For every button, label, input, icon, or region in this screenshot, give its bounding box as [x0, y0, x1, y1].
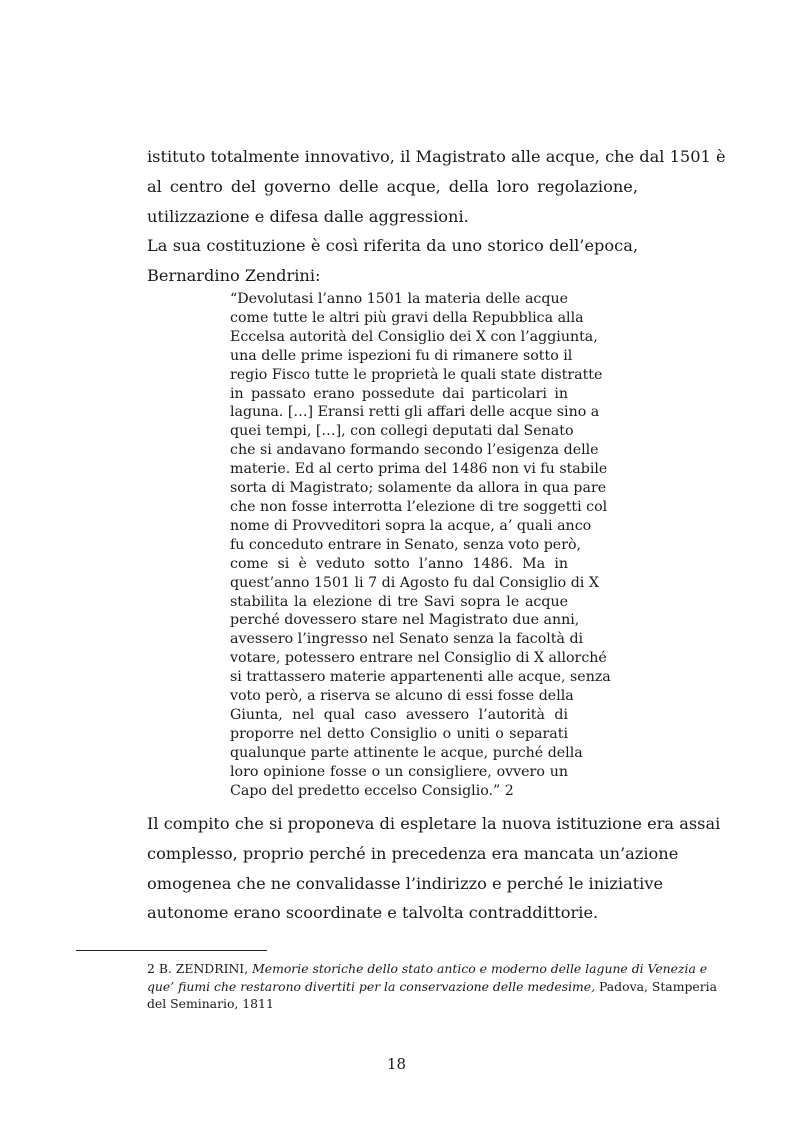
quote-line: stabilita la elezione di tre Savi sopra le acque [230, 593, 568, 610]
body-line: complesso, proprio perché in precedenza era mancata un’azione [147, 844, 679, 863]
footnote-publisher: Padova, Stamperia [595, 978, 717, 994]
quote-line: quei tempi, […], con collegi deputati dal Senato [230, 423, 574, 440]
body-line: al centro del governo delle acque, della loro regolazione, [147, 177, 638, 196]
footnote-separator [76, 950, 267, 951]
quote-line: materie. Ed al certo prima del 1486 non vi fu stabile [230, 461, 608, 478]
quote-line: regio Fisco tutte le proprietà le quali state distratte [230, 366, 603, 383]
quote-line: come tutte le altri più gravi della Repubblica alla [230, 309, 584, 326]
quote-line: come si è veduto sotto l’anno 1486. Ma in [230, 555, 568, 572]
quote-line: “Devolutasi l’anno 1501 la materia delle acque [230, 291, 568, 307]
quote-line: perché dovessero stare nel Magistrato due anni, [230, 612, 580, 629]
quote-line: una delle prime ispezioni fu di rimanere sotto il [230, 347, 573, 364]
quote-line: quest’anno 1501 li 7 di Agosto fu dal Consiglio di X [230, 574, 599, 591]
block-quote [230, 290, 611, 800]
footnote-line [147, 960, 708, 978]
quote-line: in passato erano possedute dai particolari in [230, 385, 568, 402]
footnote-line [147, 978, 717, 996]
quote-line: qualunque parte attinente le acque, purché della [230, 744, 583, 761]
quote-line: votare, potessero entrare nel Consiglio di X allorché [230, 650, 607, 667]
quote-line: avessero l’ingresso nel Senato senza la facoltà di [230, 631, 584, 648]
quote-line-with-footnote-ref: Capo del predetto eccelso Consiglio.” 2 [230, 782, 514, 799]
body-line: Il compito che si proponeva di espletare la nuova istituzione era assai [147, 814, 721, 833]
quote-line: che non fosse interrotta l’elezione di tre soggetti col [230, 498, 608, 515]
quote-line: voto però, a riserva se alcuno di essi fosse della [230, 688, 574, 705]
footnote-title: que’ fiumi che restarono divertiti per la conservazione delle medesime, [147, 978, 596, 994]
footnote-line: del Seminario, 1811 [147, 996, 274, 1011]
body-line: utilizzazione e difesa dalle aggressioni. [147, 207, 469, 226]
body-line: autonome erano scoordinate e talvolta contraddittorie. [147, 903, 599, 922]
footnote-title: Memorie storiche dello stato antico e moderno delle lagune di Venezia e [252, 961, 708, 976]
quote-line: sorta di Magistrato; solamente da allora in qua pare [230, 480, 607, 497]
body-line: istituto totalmente innovativo, il Magistrato alle acque, che dal 1501 è [147, 147, 726, 166]
body-line: omogenea che ne convalidasse l’indirizzo e perché le iniziative [147, 874, 664, 893]
footnote [147, 960, 717, 1013]
quote-line: che si andavano formando secondo l’esigenza delle [230, 442, 599, 459]
quote-line: loro opinione fosse o un consigliere, ovvero un [230, 763, 568, 780]
body-line: Bernardino Zendrini: [147, 266, 321, 285]
quote-line: nome di Provveditori sopra la acque, a’ quali anco [230, 517, 592, 534]
quote-line: Eccelsa autorità del Consiglio dei X con l’aggiunta, [230, 328, 598, 345]
body-line: La sua costituzione è così riferita da uno storico dell’epoca, [147, 236, 638, 255]
footnote-author: 2 B. ZENDRINI, [147, 961, 253, 976]
quote-line: laguna. […] Eransi retti gli affari delle acque sino a [230, 404, 600, 421]
quote-line: Giunta, nel qual caso avessero l’autorità di [230, 706, 568, 723]
quote-line: si trattassero materie appartenenti alle acque, senza [230, 669, 611, 686]
quote-line: fu conceduto entrare in Senato, senza voto però, [230, 536, 582, 553]
page-number: 18 [386, 1055, 407, 1073]
quote-line: proporre nel detto Consiglio o uniti o separati [230, 725, 568, 742]
